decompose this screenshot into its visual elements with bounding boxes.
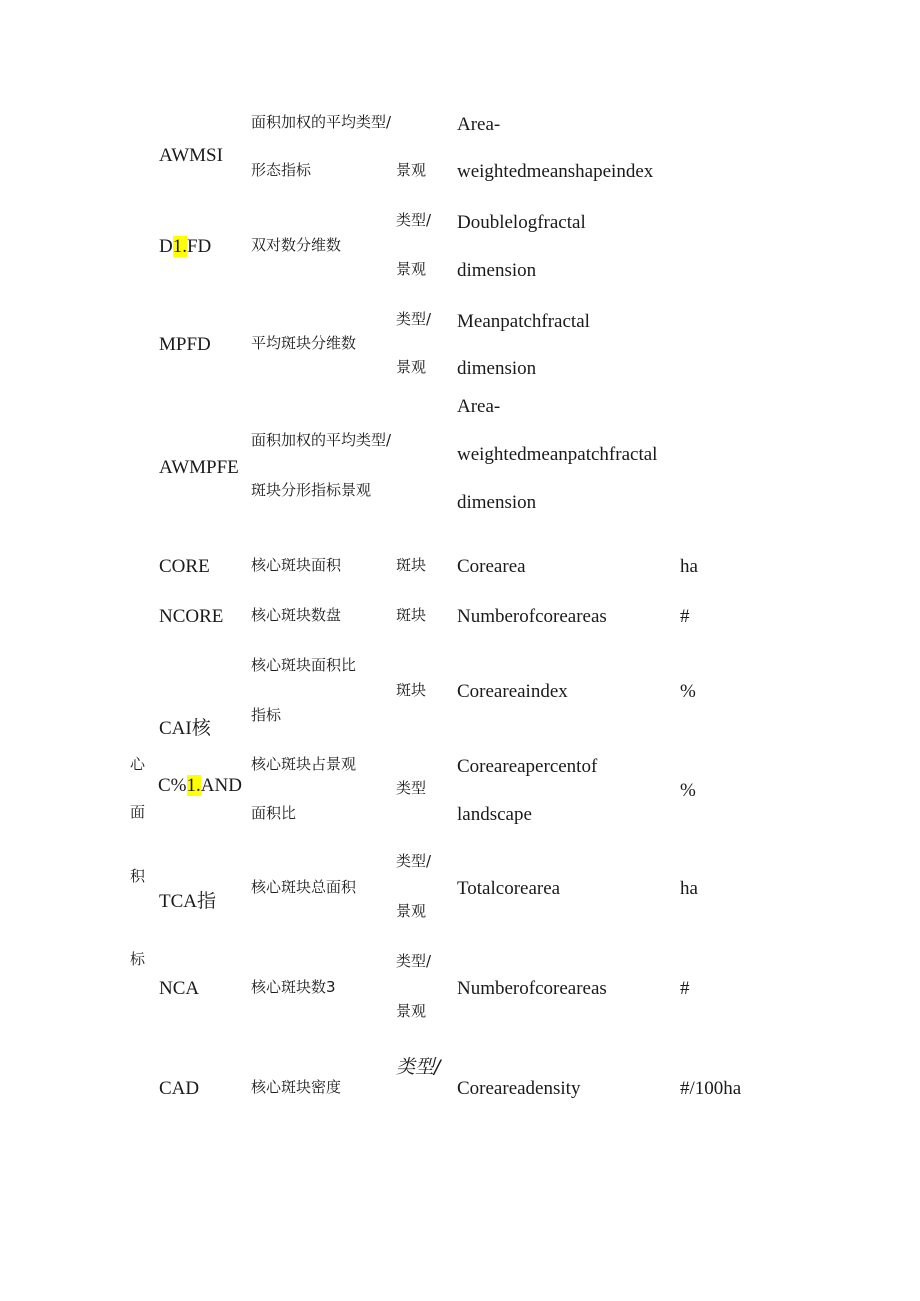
awmsi-cn-line1: 面积加权的平均类型/ [251, 113, 392, 131]
awmpfe-cn-line2: 斑块分形指标景观 [251, 481, 372, 499]
cai-unit: % [680, 681, 696, 702]
awmsi-en-line1: Area- [457, 114, 501, 135]
cpland-en-line2: landscape [457, 804, 532, 825]
core-abbr: CORE [159, 556, 210, 577]
nca-cn: 核心斑块数3 [251, 978, 336, 996]
dlfd-cn: 双对数分维数 [251, 236, 342, 254]
core-en: Corearea [457, 556, 526, 577]
cpland-cn-line1: 核心斑块占景观 [251, 755, 357, 773]
cai-cn-line1: 核心斑块面积比 [251, 656, 357, 674]
ncore-level: 斑块 [396, 606, 427, 624]
mpfd-cn: 平均斑块分维数 [251, 334, 357, 352]
tca-unit: ha [680, 878, 698, 899]
cpland-cn-line2: 面积比 [251, 804, 297, 822]
core-cn: 核心斑块面积 [251, 556, 342, 574]
awmpfe-en-line3: dimension [457, 492, 537, 513]
tca-level-line2: 景观 [396, 902, 427, 920]
mpfd-en-line1: Meanpatchfractal [457, 311, 590, 332]
awmsi-en-line2: weightedmeanshapeindex [457, 161, 654, 182]
awmsi-abbr: AWMSI [159, 145, 223, 166]
category-char-1: 心 [130, 755, 146, 773]
cad-en: Coreareadensity [457, 1078, 581, 1099]
tca-cn: 核心斑块总面积 [251, 878, 357, 896]
cpland-unit: % [680, 780, 696, 801]
core-unit: ha [680, 556, 698, 577]
cpland-abbr-post: AND [200, 775, 242, 796]
cpland-abbr-pre: C% [158, 775, 187, 796]
cad-unit: #/100ha [680, 1078, 742, 1099]
cpland-en-line1: Coreareapercentof [457, 756, 598, 777]
cai-cn-line2: 指标 [251, 706, 282, 724]
category-char-2: 面 [130, 803, 146, 821]
dlfd-abbr [159, 237, 211, 256]
awmpfe-cn-line1: 面积加权的平均类型/ [251, 431, 392, 449]
cai-en: Coreareaindex [457, 681, 568, 702]
cpland-abbr-highlight: 1. [186, 775, 201, 796]
awmsi-level: 景观 [396, 161, 427, 179]
tca-en: Totalcorearea [457, 878, 561, 899]
awmpfe-en-line2: weightedmeanpatchfractal [457, 444, 658, 465]
category-char-3: 积 [130, 867, 146, 885]
nca-level-line1: 类型/ [396, 952, 432, 970]
ncore-unit: # [680, 606, 690, 627]
awmpfe-en-line1: Area- [457, 396, 501, 417]
dlfd-abbr-post: FD [186, 236, 212, 257]
ncore-abbr: NCORE [159, 606, 224, 627]
cai-level: 斑块 [396, 681, 427, 699]
tca-abbr: TCA指 [159, 891, 217, 912]
nca-abbr: NCA [159, 978, 200, 999]
mpfd-level-line1: 类型/ [396, 310, 432, 328]
dlfd-en-line1: Doublelogfractal [457, 212, 586, 233]
ncore-en: Numberofcoreareas [457, 606, 607, 627]
dlfd-level-line2: 景观 [396, 260, 427, 278]
dlfd-abbr-pre: D [159, 236, 173, 257]
cpland-level: 类型 [396, 779, 427, 797]
nca-en: Numberofcoreareas [457, 978, 607, 999]
awmpfe-abbr: AWMPFE [159, 457, 239, 478]
cpland-abbr [158, 776, 242, 795]
cad-level: 类型/ [396, 1056, 441, 1078]
dlfd-en-line2: dimension [457, 260, 537, 281]
dlfd-abbr-highlight: 1. [172, 236, 187, 257]
ncore-cn: 核心斑块数盘 [251, 606, 342, 624]
nca-level-line2: 景观 [396, 1002, 427, 1020]
core-level: 斑块 [396, 556, 427, 574]
tca-level-line1: 类型/ [396, 852, 432, 870]
mpfd-abbr: MPFD [159, 334, 211, 355]
mpfd-en-line2: dimension [457, 358, 537, 379]
awmsi-cn-line2: 形态指标 [251, 161, 312, 179]
category-char-4: 标 [130, 950, 146, 968]
cai-abbr: CAI核 [159, 718, 211, 739]
cad-cn: 核心斑块密度 [251, 1078, 342, 1096]
cad-abbr: CAD [159, 1078, 200, 1099]
nca-unit: # [680, 978, 690, 999]
mpfd-level-line2: 景观 [396, 358, 427, 376]
dlfd-level-line1: 类型/ [396, 211, 432, 229]
